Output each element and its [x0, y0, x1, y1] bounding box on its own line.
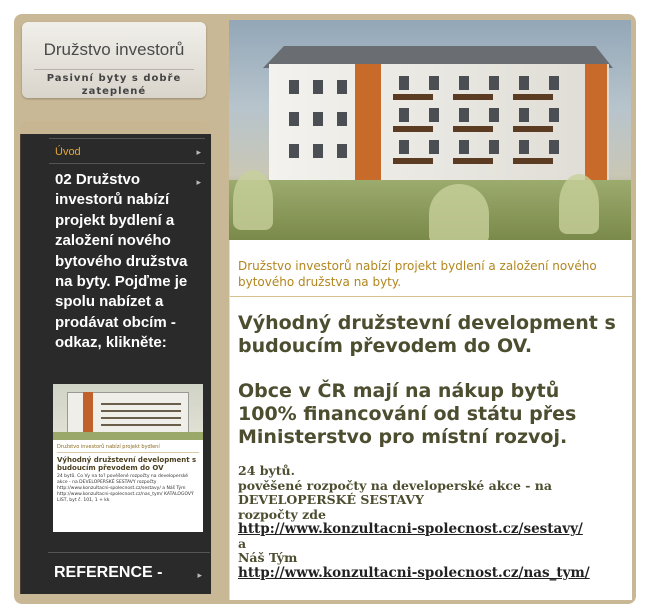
thumbnail-text: 24 bytů. Co Vy na to? pověšené rozpočty na developerské akce - na DEVELOPERSKÉ SESTAVY rozpočty http://www.konzultacni-spolecnost.cz/sestavy/ a Náš Tým http://www.konzultacni-spolecnost.cz/nas_tym/ KATALOGOVÝ LIST, byt č. 101, 1 + kk: [57, 474, 194, 503]
header-building-photo: [229, 20, 631, 240]
text-dev-sets: DEVELOPERSKÉ SESTAVY: [238, 492, 424, 507]
sidebar-divider: [48, 552, 210, 553]
thumbnail-heading: Výhodný družstevní development s budoucím převodem do OV: [57, 456, 197, 472]
site-logo[interactable]: [22, 22, 206, 98]
text-apartments: 24 bytů.: [238, 463, 295, 478]
text-budgets-here: rozpočty zde: [238, 506, 326, 522]
sidebar-promo-link[interactable]: [49, 170, 205, 354]
arrow-right-icon: ▸: [196, 147, 201, 157]
heading-development: Výhodný družstevní development s budoucím převodem do OV.: [238, 312, 616, 357]
text-budgets: pověšené rozpočty na developerské akce - na: [238, 477, 552, 493]
main-content: [229, 240, 632, 600]
intro-divider: [230, 296, 632, 297]
text-and: a: [238, 535, 247, 551]
link-nas-tym[interactable]: http://www.konzultacni-spolecnost.cz/nas_tym/: [238, 564, 590, 581]
sidebar-item-label: Úvod: [55, 146, 81, 158]
intro-text: Družstvo investorů nabízí projekt bydlení a založení nového bytového družstva na byty.: [238, 259, 597, 289]
link-sestavy[interactable]: http://www.konzultacni-spolecnost.cz/sestavy/: [238, 521, 583, 537]
thumbnail-building-photo: [53, 384, 203, 440]
heading-financing: Obce v ČR mají na nákup bytů 100% financování od státu přes Ministerstvo pro místní rozvoj.: [238, 380, 577, 448]
sidebar-item-uvod[interactable]: [49, 138, 205, 164]
sidebar-promo-text: 02 Družstvo investorů nabízí projekt bydlení a založení nového bytového družstva na byty. Pojďme je spolu nabízet a prodávat obcím - odkaz, klikněte:: [55, 171, 188, 352]
promo-thumbnail[interactable]: [53, 384, 203, 532]
sidebar-item-label: REFERENCE -: [54, 564, 163, 581]
site-title: Družstvo investorů: [43, 40, 185, 59]
site-tagline: Pasivní byty s dobře zateplené: [34, 69, 194, 98]
body-text: [238, 464, 628, 580]
arrow-right-icon: ▸: [197, 570, 202, 580]
arrow-right-icon: ▸: [196, 177, 201, 187]
thumbnail-intro: Družstvo investorů nabízí projekt bydlení: [57, 444, 199, 453]
text-team: Náš Tým: [238, 550, 298, 565]
sidebar-item-reference[interactable]: [54, 562, 210, 584]
